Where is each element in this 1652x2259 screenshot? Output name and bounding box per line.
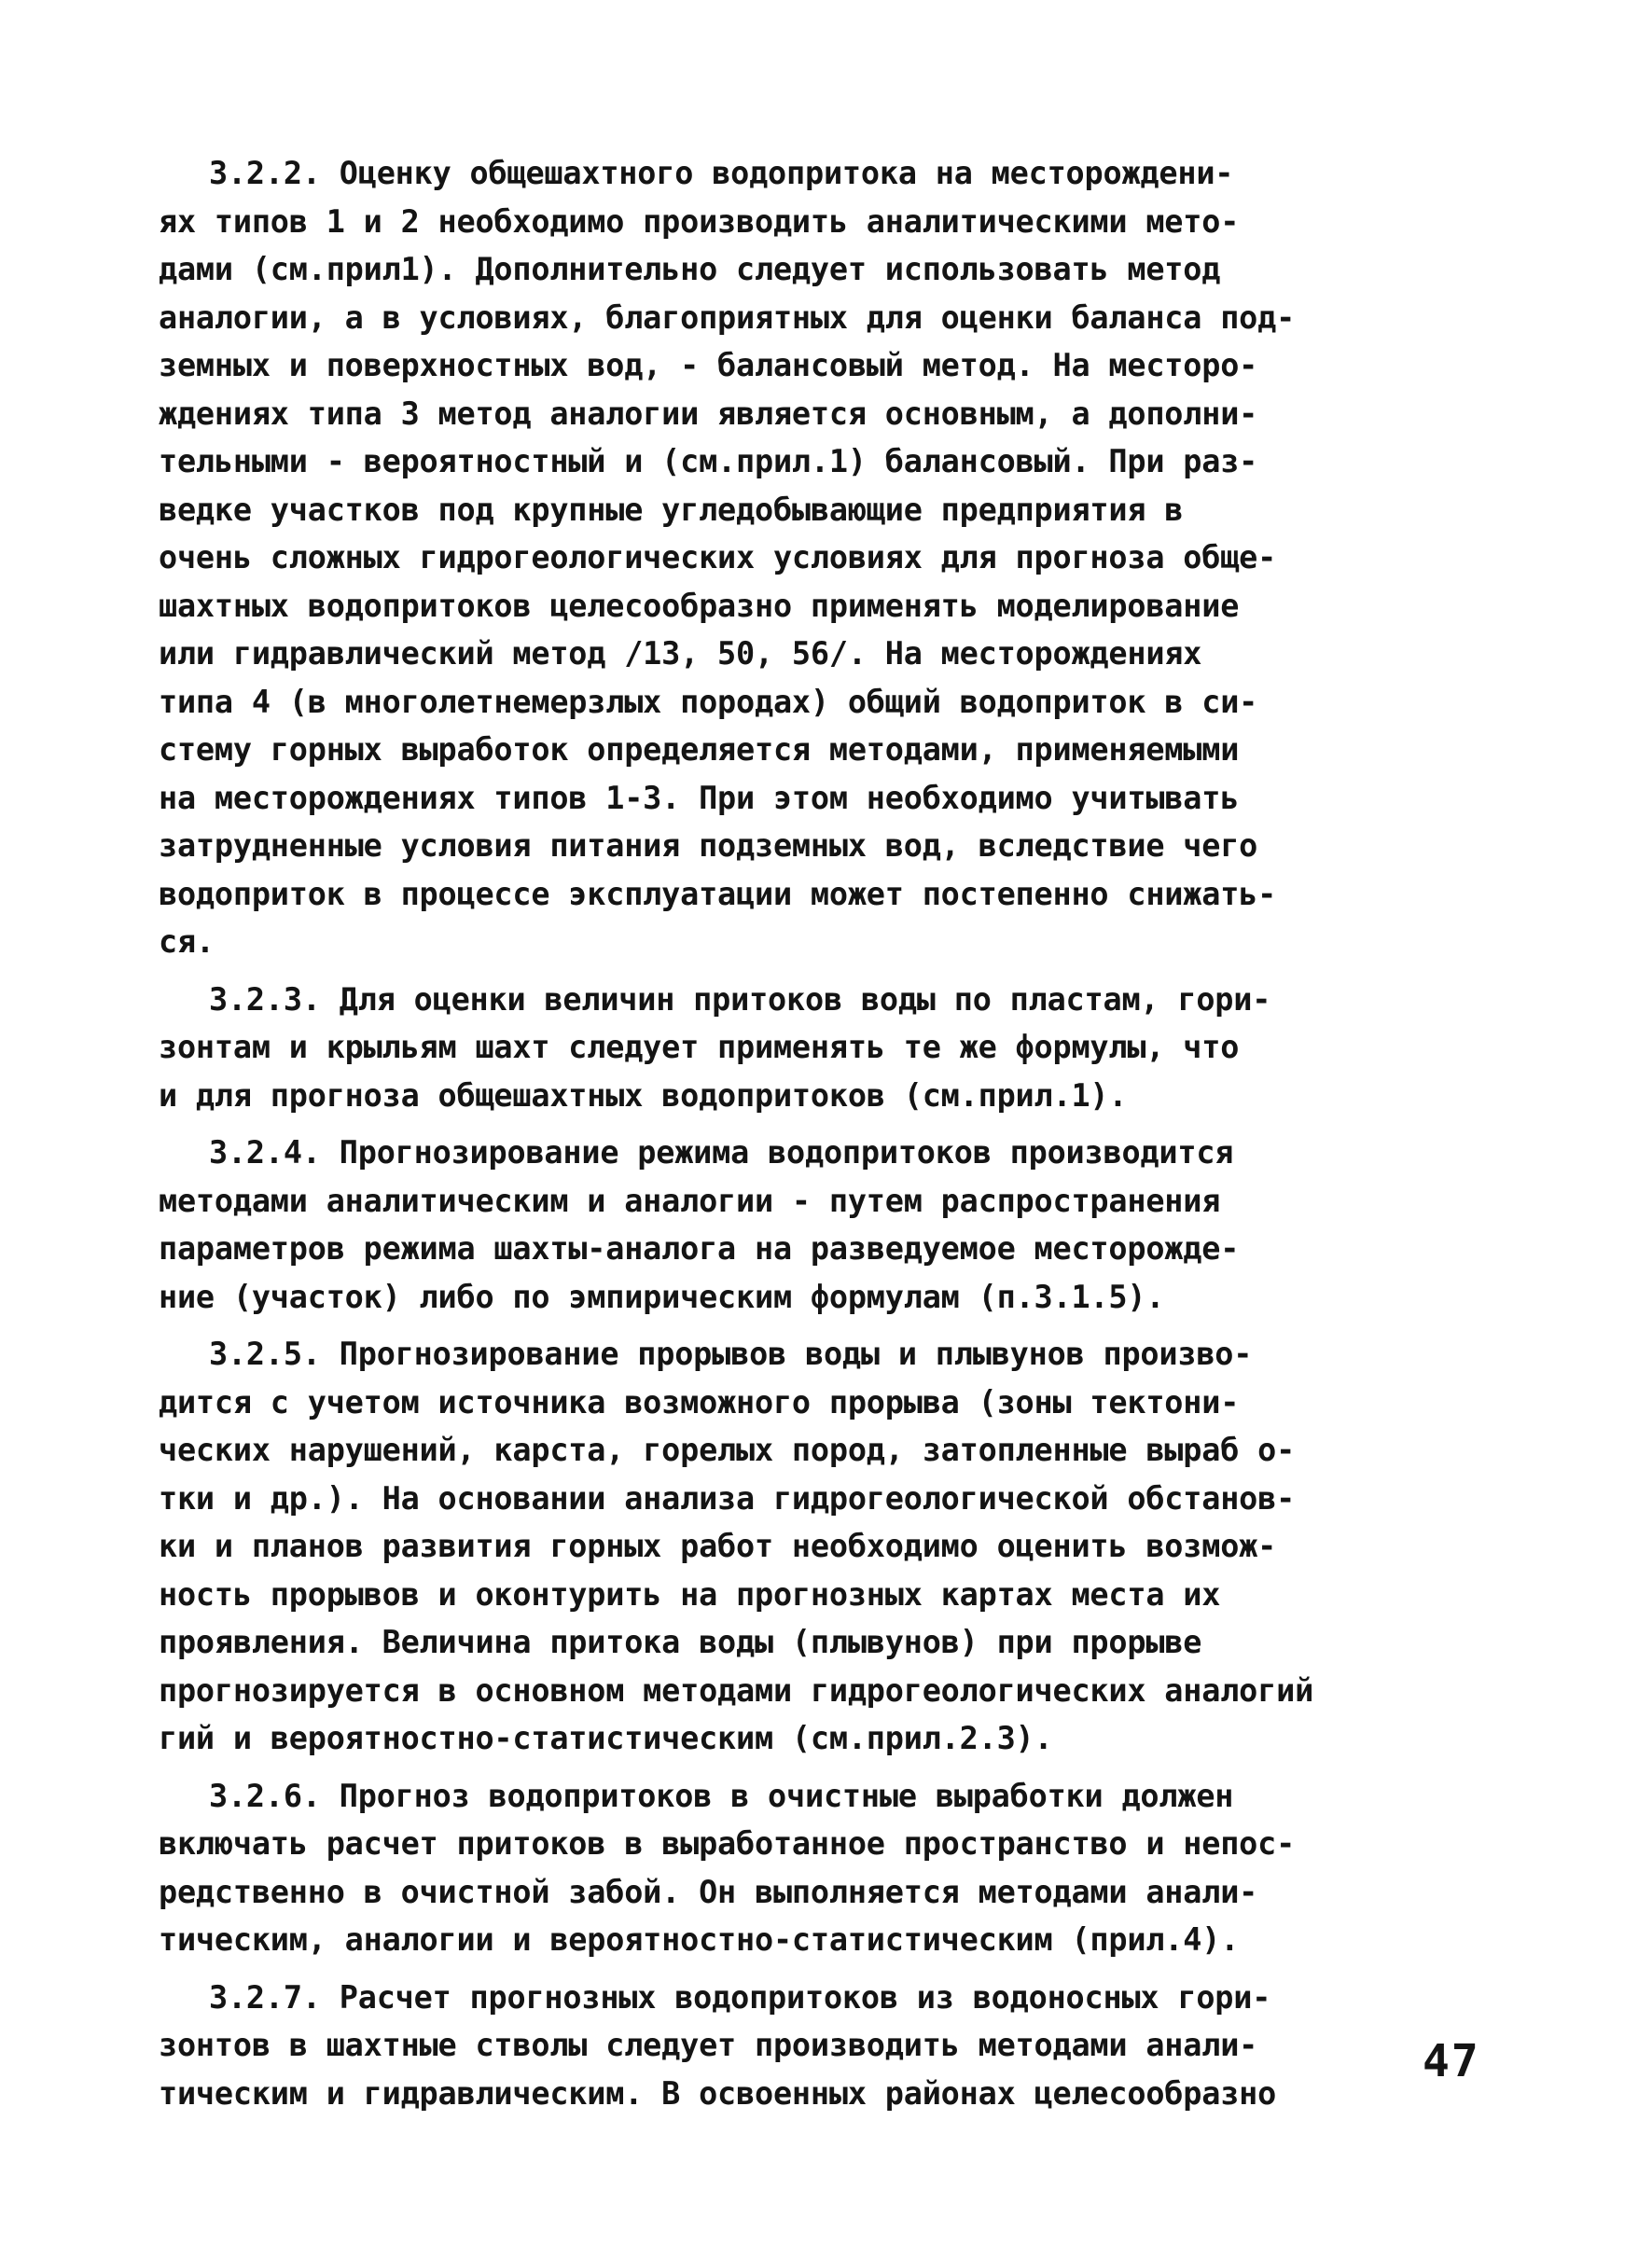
text-line: зонтам и крыльям шахт следует применять те же формулы, что <box>159 1029 1240 1065</box>
paragraph <box>159 1129 1520 1321</box>
text-line: ние (участок) либо по эмпирическим формулам (п.3.1.5). <box>159 1278 1165 1315</box>
text-line: тическим и гидравлическим. В освоенных районах целесообразно <box>159 2074 1277 2112</box>
text-line: ческих нарушений, карста, горелых пород, затопленные выраб о- <box>159 1432 1296 1468</box>
text-line: дится с учетом источника возможного прорыва (зоны тектони- <box>159 1383 1240 1421</box>
text-line: аналогии, а в условиях, благоприятных для оценки баланса под- <box>159 298 1296 336</box>
text-line: 3.2.5. Прогнозирование прорывов воды и плывунов произво- <box>209 1336 1253 1372</box>
paragraph <box>159 149 1520 966</box>
text-line: 3.2.2. Оценку общешахтного водопритока на месторождени- <box>209 155 1234 191</box>
text-line: зонтов в шахтные стволы следует производить методами анали- <box>159 2027 1258 2063</box>
text-line: водоприток в процессе эксплуатации может постепенно снижать- <box>159 875 1277 912</box>
text-line: типа 4 (в многолетнемерзлых породах) общий водоприток в си- <box>159 683 1258 720</box>
text-line: включать расчет притоков в выработанное пространство и непос- <box>159 1825 1296 1862</box>
text-line: шахтных водопритоков целесообразно применять моделирование <box>159 587 1240 624</box>
text-line: 3.2.7. Расчет прогнозных водопритоков из водоносных гори- <box>209 1978 1271 2016</box>
text-line: земных и поверхностных вод, - балансовый метод. На месторо- <box>159 347 1258 383</box>
text-line: и для прогноза общешахтных водопритоков (см.прил.1). <box>159 1076 1128 1114</box>
text-line: 3.2.4. Прогнозирование режима водопритоков производится <box>209 1134 1234 1171</box>
text-line: параметров режима шахты-аналога на разведуемое месторожде- <box>159 1230 1240 1267</box>
page-number: 47 <box>1423 2035 1480 2087</box>
text-line: прогнозируется в основном методами гидрогеологических аналогий <box>159 1671 1314 1709</box>
paragraph <box>159 976 1520 1120</box>
text-line: на месторождениях типов 1-3. При этом необходимо учитывать <box>159 779 1240 816</box>
text-line: тки и др.). На основании анализа гидрогеологической обстанов- <box>159 1479 1296 1517</box>
text-line: 3.2.6. Прогноз водопритоков в очистные выработки должен <box>209 1777 1234 1814</box>
text-line: ждениях типа 3 метод аналогии является основным, а дополни- <box>159 395 1258 432</box>
paragraph <box>159 1330 1520 1763</box>
text-line: ся. <box>159 923 215 960</box>
text-line: стему горных выработок определяется методами, применяемыми <box>159 731 1240 768</box>
body-text <box>159 149 1520 2117</box>
text-line: ях типов 1 и 2 необходимо производить аналитическими мето- <box>159 202 1240 240</box>
text-line: гий и вероятностно-статистическим (см.прил.2.3). <box>159 1720 1053 1756</box>
text-line: проявления. Величина притока воды (плывунов) при прорыве <box>159 1624 1202 1660</box>
text-line: 3.2.3. Для оценки величин притоков воды по пластам, гори- <box>209 980 1271 1018</box>
text-line: дами (см.прил1). Дополнительно следует использовать метод <box>159 251 1221 287</box>
paragraph <box>159 1772 1520 1964</box>
text-line: затрудненные условия питания подземных вод, вследствие чего <box>159 827 1258 864</box>
text-line: тельными - вероятностный и (см.прил.1) балансовый. При раз- <box>159 443 1258 479</box>
paragraph <box>159 1974 1520 2118</box>
text-line: очень сложных гидрогеологических условиях для прогноза обще- <box>159 539 1277 575</box>
text-line: ность прорывов и оконтурить на прогнозных картах места их <box>159 1575 1221 1613</box>
text-line: ки и планов развития горных работ необходимо оценить возмож- <box>159 1528 1277 1564</box>
text-line: ведке участков под крупные угледобывающие предприятия в <box>159 491 1184 528</box>
text-line: тическим, аналогии и вероятностно-статистическим (прил.4). <box>159 1921 1240 1958</box>
text-line: редственно в очистной забой. Он выполняется методами анали- <box>159 1873 1258 1910</box>
text-line: методами аналитическим и аналогии - путем распространения <box>159 1182 1221 1219</box>
text-line: или гидравлический метод /13, 50, 56/. На месторождениях <box>159 635 1202 672</box>
